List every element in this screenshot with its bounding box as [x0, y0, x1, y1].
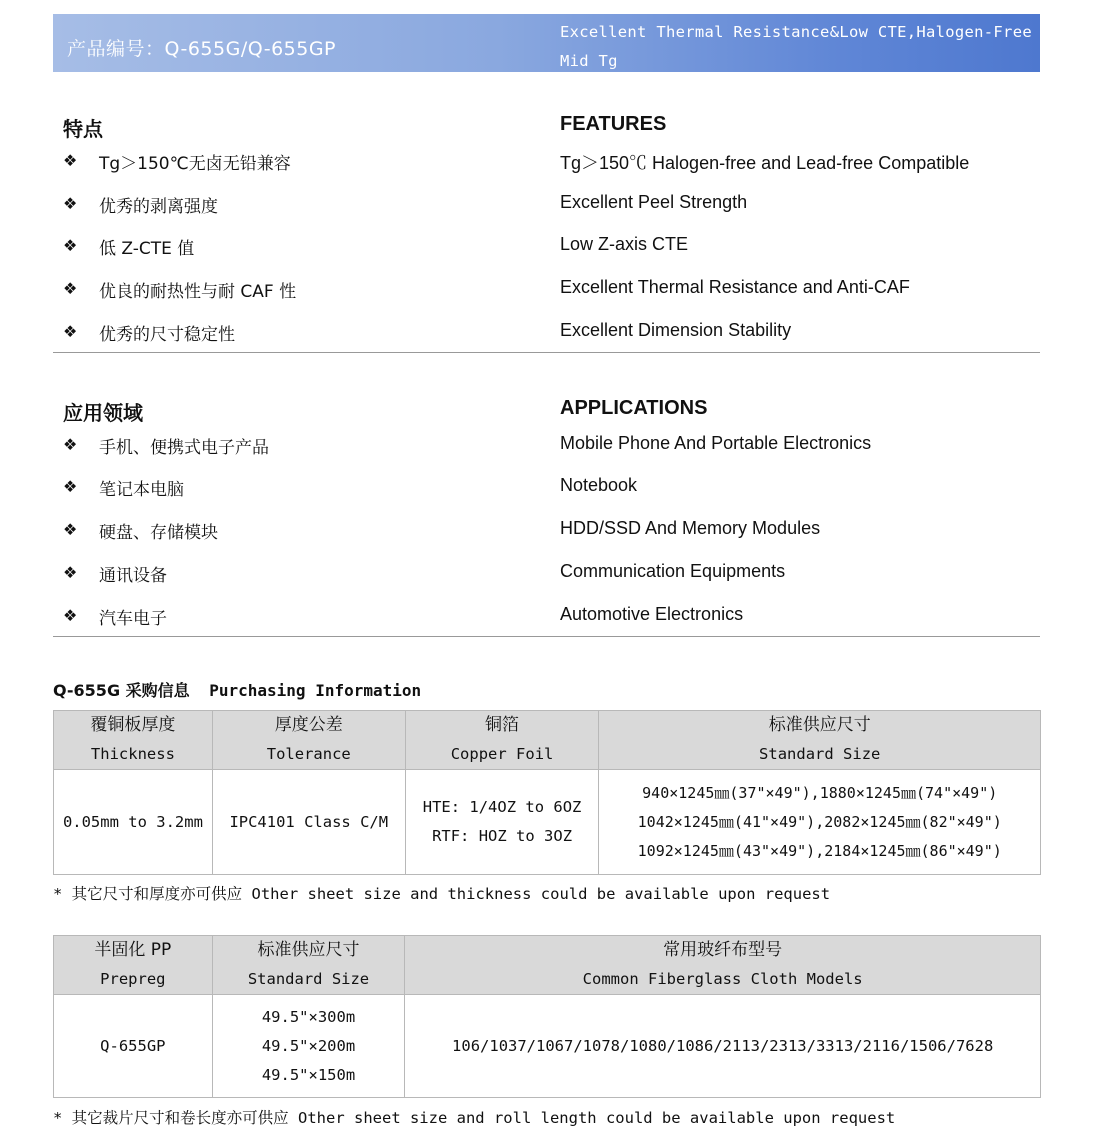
- bullet-icon: ❖: [63, 435, 78, 454]
- bullet-icon: ❖: [63, 477, 78, 496]
- column-header: [405, 936, 1041, 995]
- column-header-en: Standard Size: [759, 745, 881, 763]
- feature-item: [53, 234, 1040, 264]
- product-subtitle: Excellent Thermal Resistance&Low CTE,Halogen-Free Mid Tg: [560, 23, 1032, 70]
- section-divider: [53, 636, 1040, 637]
- application-item: [53, 604, 1040, 634]
- purchasing-title: [53, 678, 421, 701]
- copper-foil-cell: [405, 770, 599, 875]
- application-cn: 手机、便携式电子产品: [99, 438, 269, 458]
- feature-item: [53, 277, 1040, 307]
- column-header-cn: 标准供应尺寸: [257, 940, 360, 960]
- prepreg-size-cell: [212, 995, 405, 1098]
- table-row: [54, 995, 1041, 1098]
- prepreg-model-cell: Q-655GP: [54, 995, 213, 1098]
- column-header: [54, 936, 213, 995]
- feature-en: Tg＞150℃ Halogen-free and Lead-free Compatible: [560, 153, 970, 173]
- section-divider: [53, 352, 1040, 353]
- column-header-en: Common Fiberglass Cloth Models: [582, 970, 863, 988]
- column-header-cn: 标准供应尺寸: [768, 715, 871, 735]
- application-en: Automotive Electronics: [560, 604, 744, 624]
- standard-size-line: 1092×1245㎜(43"×49"),2184×1245㎜(86"×49"): [637, 841, 1002, 860]
- column-header-cn: 常用玻纤布型号: [663, 940, 783, 960]
- column-header: [212, 936, 405, 995]
- feature-item: [53, 320, 1040, 350]
- column-header-en: Copper Foil: [450, 745, 554, 763]
- bullet-icon: ❖: [63, 279, 78, 298]
- bullet-icon: ❖: [63, 194, 78, 213]
- product-title: 产品编号：Q-655G/Q-655GP: [67, 38, 337, 60]
- column-header-cn: 半固化 PP: [94, 940, 172, 960]
- prepreg-note: * 其它裁片尺寸和卷长度亦可供应 Other sheet size and roll length could be available upon request: [53, 1109, 896, 1127]
- feature-cn: 优良的耐热性与耐 CAF 性: [99, 282, 297, 302]
- column-header-en: Tolerance: [266, 745, 351, 763]
- column-header-cn: 覆铜板厚度: [90, 715, 176, 735]
- feature-en: Excellent Peel Strength: [560, 192, 748, 212]
- column-header-cn: 厚度公差: [274, 715, 343, 735]
- column-header: [405, 711, 599, 770]
- table-header-row: [54, 936, 1041, 995]
- application-en: Notebook: [560, 475, 638, 495]
- purchasing-title-en: Purchasing Information: [209, 681, 422, 700]
- purchasing-title-cn: Q-655G 采购信息: [53, 681, 190, 700]
- purchasing-note: * 其它尺寸和厚度亦可供应 Other sheet size and thickness could be available upon request: [53, 885, 831, 903]
- bullet-icon: ❖: [63, 520, 78, 539]
- application-item: [53, 475, 1040, 505]
- application-en: Mobile Phone And Portable Electronics: [560, 433, 872, 453]
- table-row: [54, 770, 1041, 875]
- column-header: [54, 711, 213, 770]
- applications-section: [53, 394, 1040, 639]
- bullet-icon: ❖: [63, 606, 78, 625]
- features-section: [53, 110, 1040, 355]
- column-header: [599, 711, 1041, 770]
- purchasing-table: [53, 710, 1041, 875]
- feature-item: [53, 192, 1040, 222]
- feature-cn: 低 Z-CTE 值: [99, 239, 195, 259]
- column-header: [212, 711, 405, 770]
- table-header-row: [54, 711, 1041, 770]
- feature-cn: 优秀的剥离强度: [99, 197, 218, 217]
- header-banner: [53, 14, 1040, 72]
- standard-size-cell: [599, 770, 1041, 875]
- standard-size-line: 1042×1245㎜(41"×49"),2082×1245㎜(82"×49"): [637, 812, 1002, 831]
- application-en: HDD/SSD And Memory Modules: [560, 518, 821, 538]
- standard-size-line: 940×1245㎜(37"×49"),1880×1245㎜(74"×49"): [642, 783, 998, 802]
- feature-cn: 优秀的尺寸稳定性: [99, 325, 235, 345]
- bullet-icon: ❖: [63, 563, 78, 582]
- application-cn: 通讯设备: [99, 566, 167, 586]
- thickness-cell: 0.05mm to 3.2mm: [54, 770, 213, 875]
- prepreg-table: [53, 935, 1041, 1098]
- prepreg-size-line: 49.5"×300m: [261, 1007, 356, 1026]
- column-header-en: Standard Size: [247, 970, 370, 988]
- column-header-en: Prepreg: [100, 970, 166, 988]
- cloth-models-cell: 106/1037/1067/1078/1080/1086/2113/2313/3313/2116/1506/7628: [405, 995, 1041, 1098]
- feature-cn: Tg＞150℃无卤无铅兼容: [99, 154, 291, 174]
- feature-en: Excellent Thermal Resistance and Anti-CAF: [560, 277, 910, 297]
- column-header-cn: 铜箔: [485, 715, 520, 735]
- applications-heading-cn: 应用领域: [63, 401, 143, 425]
- feature-en: Excellent Dimension Stability: [560, 320, 792, 340]
- application-en: Communication Equipments: [560, 561, 786, 581]
- bullet-icon: ❖: [63, 236, 78, 255]
- applications-heading-en: APPLICATIONS: [560, 397, 708, 419]
- application-item: [53, 433, 1040, 463]
- application-item: [53, 518, 1040, 548]
- features-heading-en: FEATURES: [560, 113, 667, 135]
- prepreg-size-line: 49.5"×150m: [261, 1065, 356, 1084]
- application-cn: 汽车电子: [99, 609, 167, 629]
- application-item: [53, 561, 1040, 591]
- prepreg-size-line: 49.5"×200m: [261, 1036, 356, 1055]
- feature-en: Low Z-axis CTE: [560, 234, 689, 254]
- feature-item: [53, 149, 1040, 179]
- bullet-icon: ❖: [63, 151, 78, 170]
- tolerance-cell: IPC4101 Class C/M: [212, 770, 405, 875]
- features-heading-cn: 特点: [63, 117, 103, 141]
- copper-foil-line: RTF: HOZ to 3OZ: [432, 827, 573, 845]
- column-header-en: Thickness: [90, 745, 175, 763]
- bullet-icon: ❖: [63, 322, 78, 341]
- application-cn: 笔记本电脑: [99, 480, 184, 500]
- copper-foil-line: HTE: 1/4OZ to 6OZ: [422, 798, 582, 816]
- application-cn: 硬盘、存储模块: [99, 523, 218, 543]
